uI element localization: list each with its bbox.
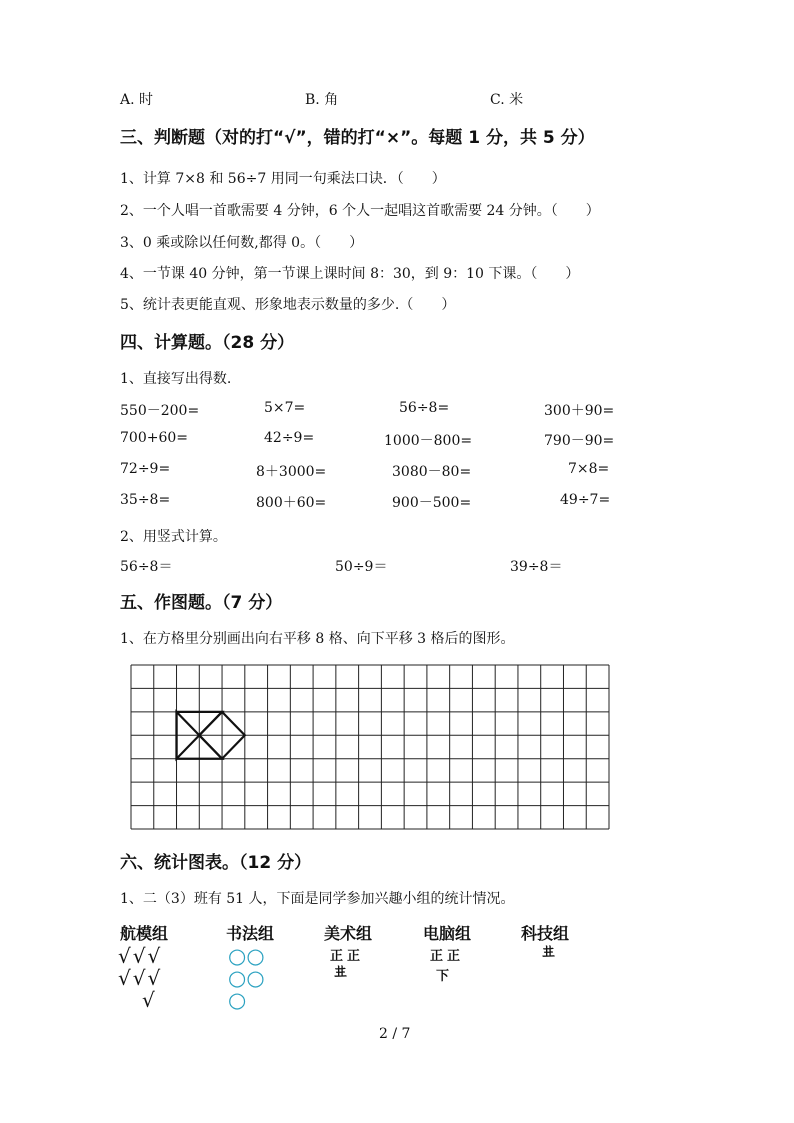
- calc-sub1-label: 1、直接写出得数.: [120, 371, 232, 387]
- tick-marks: √: [142, 988, 155, 1012]
- calc-cell: 900－500=: [392, 495, 472, 511]
- stats-question: 1、二（3）班有 51 人，下面是同学参加兴趣小组的统计情况。: [120, 891, 515, 907]
- group-name: 书法组: [226, 924, 275, 943]
- tick-marks: √√√: [118, 944, 163, 968]
- circle-marks: ○○: [228, 966, 265, 990]
- tally-marks: 下: [436, 969, 450, 984]
- vertical-calc: 56÷8＝: [120, 559, 173, 575]
- group-name: 美术组: [324, 924, 373, 943]
- calc-cell: 3080－80=: [392, 464, 472, 480]
- judge-item-3: 3、0 乘或除以任何数,都得 0。（ ）: [120, 235, 364, 251]
- calc-cell: 1000－800=: [384, 433, 473, 449]
- calc-cell: 300＋90=: [544, 403, 615, 419]
- tally-marks: 𠀎: [334, 965, 348, 980]
- circle-marks: ○: [228, 988, 247, 1012]
- drawing-grid[interactable]: [130, 664, 610, 830]
- tally-marks: 𠀎: [542, 945, 556, 960]
- calc-cell: 700+60=: [120, 430, 188, 446]
- vertical-calc: 39÷8＝: [510, 559, 563, 575]
- judge-item-2: 2、一个人唱一首歌需要 4 分钟，6 个人一起唱这首歌需要 24 分钟。（ ）: [120, 203, 600, 219]
- calc-cell: 72÷9=: [120, 461, 171, 477]
- section-6-title: 六、统计图表。（12 分）: [120, 853, 312, 873]
- tally-marks: 正正: [330, 949, 365, 964]
- calc-sub2-label: 2、用竖式计算。: [120, 529, 227, 545]
- calc-cell: 42÷9=: [264, 430, 315, 446]
- calc-cell: 800＋60=: [256, 495, 327, 511]
- section-5-title: 五、作图题。（7 分）: [120, 593, 283, 613]
- judge-item-1: 1、计算 7×8 和 56÷7 用同一句乘法口诀．（ ）: [120, 171, 446, 187]
- page-number: 2 / 7: [379, 1026, 411, 1042]
- group-name: 科技组: [521, 924, 570, 943]
- group-name: 航模组: [120, 924, 169, 943]
- option-b: B. 角: [305, 92, 339, 108]
- circle-marks: ○○: [228, 944, 265, 968]
- section-4-title: 四、计算题。（28 分）: [120, 333, 295, 353]
- calc-cell: 5×7=: [264, 400, 306, 416]
- option-a: A. 时: [120, 92, 154, 108]
- judge-item-4: 4、一节课 40 分钟，第一节课上课时间 8：30，到 9：10 下课。（ ）: [120, 266, 580, 282]
- calc-cell: 56÷8=: [399, 400, 450, 416]
- tally-marks: 正正: [430, 949, 465, 964]
- tick-marks: √√√: [118, 966, 163, 990]
- option-c: C. 米: [490, 92, 524, 108]
- vertical-calc: 50÷9＝: [335, 559, 388, 575]
- calc-cell: 790－90=: [544, 433, 615, 449]
- calc-cell: 49÷7=: [560, 492, 611, 508]
- calc-cell: 7×8=: [568, 461, 610, 477]
- drawing-question: 1、在方格里分别画出向右平移 8 格、向下平移 3 格后的图形。: [120, 631, 515, 647]
- group-name: 电脑组: [423, 924, 472, 943]
- judge-item-5: 5、统计表更能直观、形象地表示数量的多少.（ ）: [120, 297, 456, 313]
- calc-cell: 35÷8=: [120, 492, 171, 508]
- calc-cell: 8＋3000=: [256, 464, 327, 480]
- calc-cell: 550－200=: [120, 403, 200, 419]
- section-3-title: 三、判断题（对的打“√”，错的打“×”。每题 1 分，共 5 分）: [120, 128, 595, 148]
